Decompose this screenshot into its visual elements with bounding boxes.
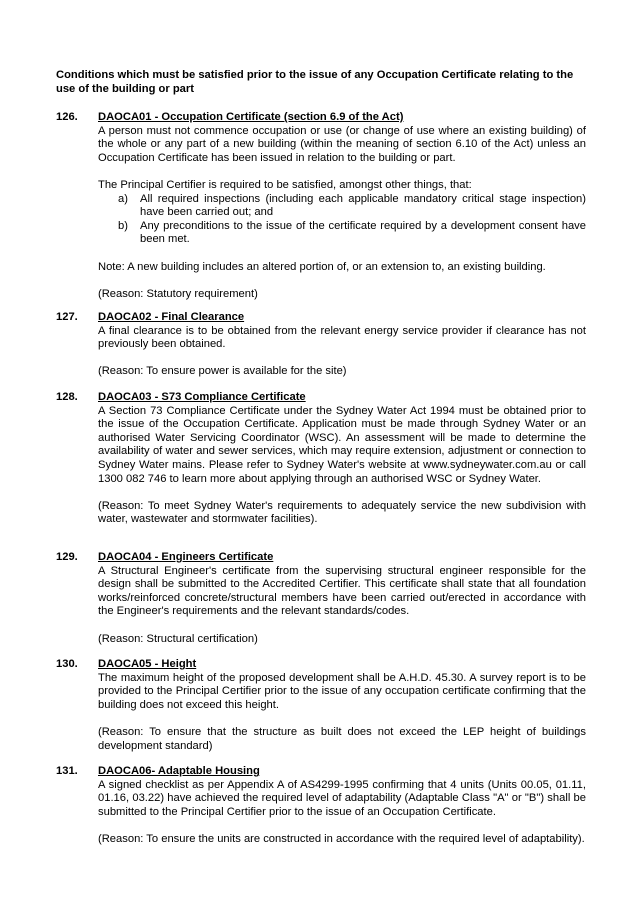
condition-number: 128. bbox=[56, 391, 78, 403]
condition-title: DAOCA03 - S73 Compliance Certificate bbox=[98, 391, 306, 403]
section-heading: Conditions which must be satisfied prior to the issue of any Occupation Certificate relating to the use of the building or part bbox=[56, 69, 574, 95]
condition-note: Note: A new building includes an altered portion of, or an extension to, an existing building. bbox=[98, 260, 546, 273]
condition-reason: (Reason: To ensure the units are constructed in accordance with the required level of adaptability). bbox=[98, 832, 585, 845]
condition-text: A signed checklist as per Appendix A of AS4299-1995 confirming that 4 units (Units 00.05, 01.11, 01.16, 03.22) have achieved the required level of adaptability (Adaptable Class "A" or "B") shall be submitted to the Principal Certifier prior to the issue of an Occupation Certificate. bbox=[98, 778, 586, 818]
condition-reason: (Reason: To ensure power is available for the site) bbox=[98, 365, 347, 378]
condition-126 bbox=[56, 111, 586, 301]
condition-128 bbox=[56, 391, 586, 527]
list-item-label: a) bbox=[118, 192, 128, 205]
condition-text: A Structural Engineer's certificate from the supervising structural engineer responsible for the design shall be submitted to the Accredited Certifier. This certificate shall state that all foundation works/reinforced concrete/structural members have been carried out/erected in accordance with the Engineer's requirements and the relevant standards/codes. bbox=[98, 564, 586, 618]
condition-number: 130. bbox=[56, 658, 78, 670]
condition-title: DAOCA02 - Final Clearance bbox=[98, 311, 245, 323]
condition-127 bbox=[56, 311, 586, 379]
condition-text: The maximum height of the proposed development shall be A.H.D. 45.30. A survey report is to be provided to the Principal Certifier prior to the issue of any occupation certificate confirming that the building does not exceed this height. bbox=[98, 671, 586, 711]
list-item bbox=[98, 220, 586, 247]
list-item-text: All required inspections (including each applicable mandatory critical stage inspection) have been carried out; and bbox=[140, 192, 586, 219]
condition-number: 129. bbox=[56, 551, 78, 563]
condition-reason: (Reason: Statutory requirement) bbox=[98, 287, 258, 300]
condition-reason: (Reason: To meet Sydney Water's requirements to adequately service the new subdivision with water, wastewater and stormwater facilities). bbox=[98, 499, 586, 526]
condition-title: DAOCA06- Adaptable Housing bbox=[98, 765, 260, 777]
condition-reason: (Reason: To ensure that the structure as built does not exceed the LEP height of buildings development standard) bbox=[98, 725, 586, 752]
list-item-label: b) bbox=[118, 219, 128, 232]
condition-number: 127. bbox=[56, 311, 78, 323]
condition-text: A person must not commence occupation or use (or change of use where an existing building) of the whole or any part of a new building (within the meaning of section 6.10 of the Act) unless an Occupation Certificate has been issued in relation to the building or part. bbox=[98, 124, 586, 164]
condition-131 bbox=[56, 765, 586, 847]
condition-title: DAOCA04 - Engineers Certificate bbox=[98, 551, 274, 563]
condition-number: 131. bbox=[56, 765, 78, 777]
condition-reason: (Reason: Structural certification) bbox=[98, 632, 258, 645]
list-item-text: Any preconditions to the issue of the certificate required by a development consent have been met. bbox=[140, 219, 586, 246]
list-item bbox=[98, 193, 586, 220]
condition-text: A Section 73 Compliance Certificate under the Sydney Water Act 1994 must be obtained prior to the issue of the Occupation Certificate. Application must be made through Sydney Water or an authorised Water Servicing Coordinator (WSC). An assessment will be made to determine the availability of water and sewer services, which may require extension, adjustment or connection to Sydney Water mains. Please refer to Sydney Water's website at www.sydneywater.com.au or call 1300 082 746 to learn more about applying through an authorised WSC or Sydney Water. bbox=[98, 404, 586, 485]
condition-text: A final clearance is to be obtained from the relevant energy service provider if clearance has not previously been obtained. bbox=[98, 324, 586, 351]
condition-129 bbox=[56, 551, 586, 646]
condition-number: 126. bbox=[56, 111, 78, 123]
condition-130 bbox=[56, 658, 586, 753]
condition-title: DAOCA05 - Height bbox=[98, 658, 197, 670]
condition-text: The Principal Certifier is required to be satisfied, amongst other things, that: bbox=[98, 178, 472, 191]
condition-title: DAOCA01 - Occupation Certificate (section 6.9 of the Act) bbox=[98, 111, 404, 123]
